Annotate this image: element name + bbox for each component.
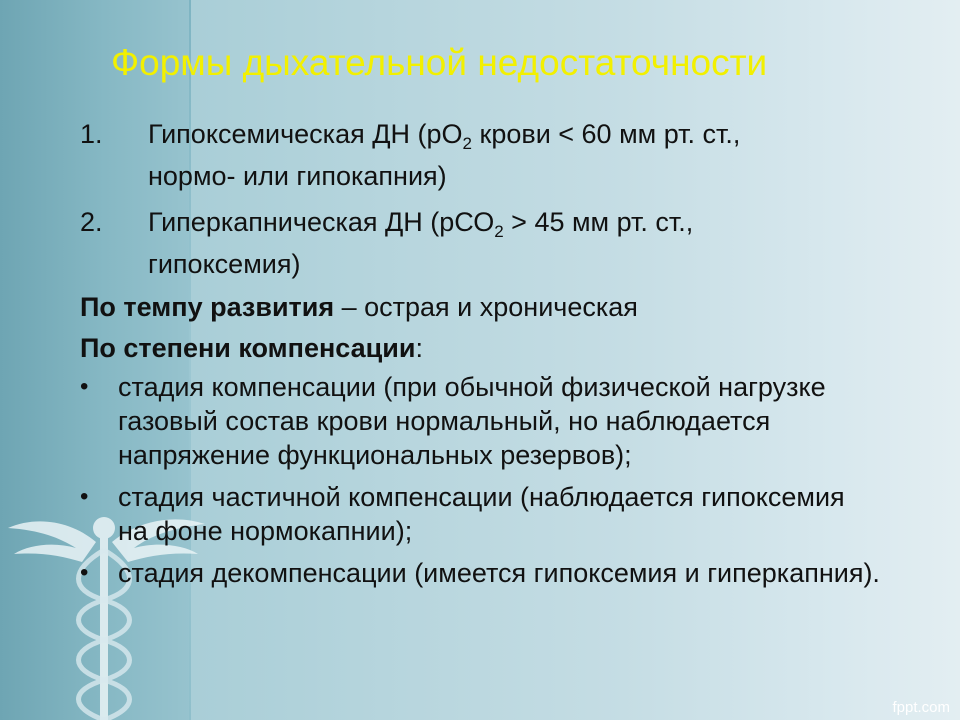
item-text: Гиперкапническая ДН (рСО — [148, 207, 495, 237]
item-text: Гипоксемическая ДН (рО — [148, 119, 463, 149]
item-continuation: нормо- или гипокапния) — [148, 161, 447, 191]
item-number: 2. — [80, 207, 103, 237]
page-title: Формы дыхательной недостаточности — [111, 42, 768, 83]
bullet-icon: • — [80, 559, 89, 586]
item-text: крови < 60 мм рт. ст., — [472, 119, 741, 149]
tempo-line — [80, 288, 880, 326]
list-item — [80, 113, 880, 197]
slide-content — [80, 113, 880, 590]
bullet-item — [80, 556, 880, 590]
tempo-label: По темпу развития — [80, 292, 335, 322]
list-item — [80, 201, 880, 285]
bullet-item — [80, 370, 880, 472]
item-number: 1. — [80, 119, 103, 149]
bullet-text: стадия частичной компенсации (наблюдается гипоксемия на фоне нормокапнии); — [118, 482, 845, 546]
compensation-colon: : — [415, 333, 423, 363]
compensation-line — [80, 329, 880, 367]
bullet-item — [80, 480, 880, 548]
bullet-icon: • — [80, 373, 89, 400]
watermark: fppt.com — [892, 699, 950, 716]
subscript: 2 — [462, 134, 472, 153]
item-continuation: гипоксемия) — [148, 249, 301, 279]
compensation-label: По степени компенсации — [80, 333, 416, 363]
item-text: > 45 мм рт. ст., — [503, 207, 694, 237]
tempo-value: – острая и хроническая — [334, 292, 638, 322]
subscript: 2 — [494, 222, 504, 241]
bullet-text: стадия компенсации (при обычной физической нагрузке газовый состав крови нормальный, но наблюдается напряжение функциональных резервов); — [118, 372, 826, 470]
bullet-text: стадия декомпенсации (имеется гипоксемия и гиперкапния). — [118, 558, 880, 588]
bullet-icon: • — [80, 483, 89, 510]
